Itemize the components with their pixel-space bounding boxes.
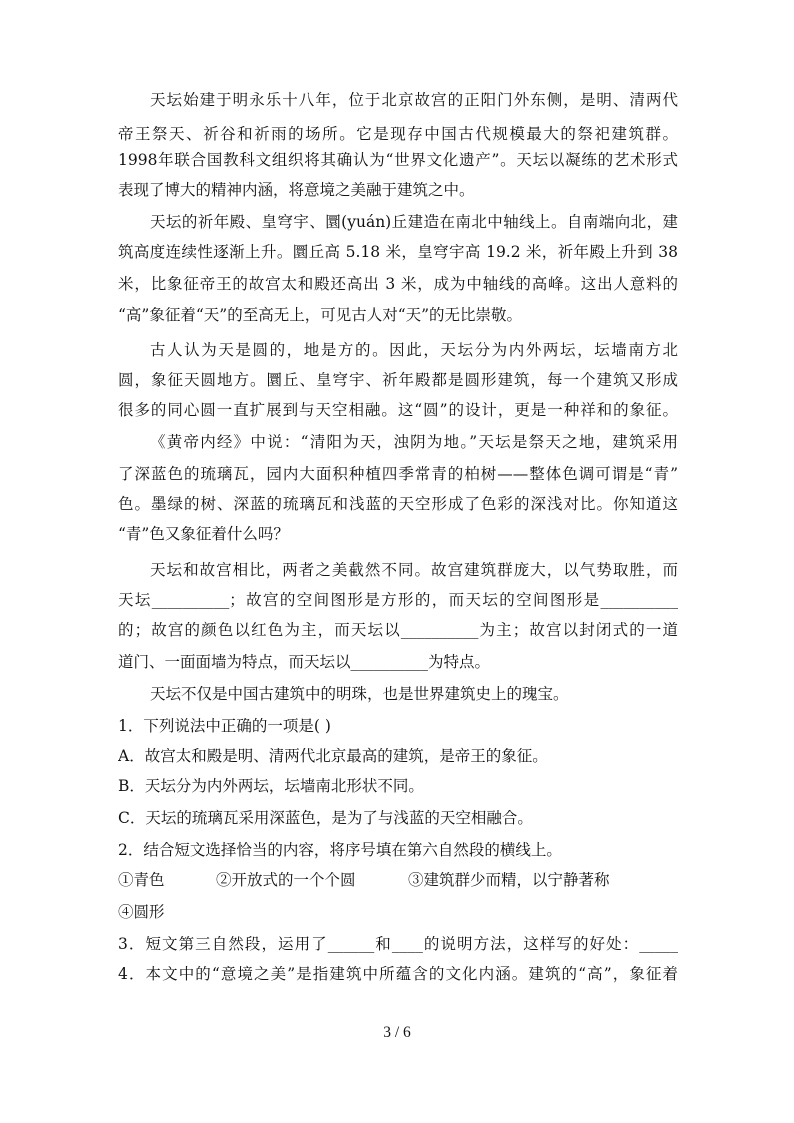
- paragraph-6: 天坛不仅是中国古建筑中的明珠，也是世界建筑史上的瑰宝。: [150, 685, 569, 703]
- paragraph-4-line-1: 《黄帝内经》中说：“清阳为天，浊阴为地。”天坛是祭天之地，建筑采用: [150, 433, 678, 451]
- question-3: 3．短文第三自然段，运用了______和____的说明方法，这样写的好处：_____: [118, 935, 678, 953]
- paragraph-1-line-2: 帝王祭天、祈谷和祈雨的场所。它是现存中国古代规模最大的祭祀建筑群。: [118, 125, 678, 143]
- paragraph-3-line-2: 圆，象征天圆地方。圜丘、皇穹宇、祈年殿都是圆形建筑，每一个建筑又形成: [118, 371, 678, 389]
- paragraph-1-line-1: 天坛始建于明永乐十八年，位于北京故宫的正阳门外东侧，是明、清两代: [150, 91, 678, 109]
- paragraph-2-line-4: “高”象征着“天”的至高无上，可见古人对“天”的无比崇敬。: [118, 306, 523, 324]
- question-4: 4．本文中的“意境之美”是指建筑中所蕴含的文化内涵。建筑的“高”，象征着: [118, 965, 678, 983]
- paragraph-5-line-3: 的；故宫的颜色以红色为主，而天坛以__________为主；故宫以封闭式的一道: [118, 621, 678, 639]
- paragraph-3-line-3: 很多的同心圆一直扩展到与天空相融。这“圆”的设计，更是一种祥和的象征。: [118, 401, 678, 419]
- paragraph-2-line-2: 筑高度连续性逐渐上升。圜丘高 5.18 米，皇穹宇高 19.2 米，祈年殿上升到 38: [118, 243, 678, 261]
- paragraph-4-line-4: “青”色又象征着什么吗？: [118, 525, 289, 543]
- paragraph-5-line-2: 天坛__________；故宫的空间图形是方形的，而天坛的空间图形是__________: [118, 591, 678, 609]
- paragraph-2-line-1: 天坛的祈年殿、皇穹宇、圜(yuán)丘建造在南北中轴线上。自南端向北，建: [150, 213, 678, 231]
- question-2: 2．结合短文选择恰当的内容，将序号填在第六自然段的横线上。: [118, 841, 562, 859]
- question-2-option-2: ②开放式的一个个圆: [216, 871, 356, 889]
- paragraph-5-line-4: 道门、一面面墙为特点，而天坛以__________为特点。: [118, 653, 491, 671]
- paragraph-4-line-2: 了深蓝色的琉璃瓦，园内大面积种植四季常青的柏树——整体色调可谓是“青”: [118, 465, 678, 483]
- question-2-option-1: ①青色: [118, 871, 165, 889]
- question-1-option-c: C．天坛的琉璃瓦采用深蓝色，是为了与浅蓝的天空相融合。: [118, 809, 533, 827]
- question-2-option-4: ④圆形: [118, 903, 165, 921]
- paragraph-1-line-3: 1998年联合国教科文组织将其确认为“世界文化遗产”。天坛以凝练的艺术形式: [118, 151, 678, 169]
- paragraph-3-line-1: 古人认为天是圆的，地是方的。因此，天坛分为内外两坛，坛墙南方北: [150, 341, 678, 359]
- page-number: 3 / 6: [383, 1024, 411, 1041]
- paragraph-2-line-3: 米，比象征帝王的故宫太和殿还高出 3 米，成为中轴线的高峰。这出人意料的: [118, 275, 678, 293]
- question-2-option-3: ③建筑群少而精，以宁静著称: [408, 871, 610, 889]
- question-1: 1．下列说法中正确的一项是( ): [118, 717, 331, 735]
- paragraph-1-line-4: 表现了博大的精神内涵，将意境之美融于建筑之中。: [118, 181, 475, 199]
- question-1-option-a: A．故宫太和殿是明、清两代北京最高的建筑，是帝王的象征。: [118, 747, 548, 765]
- question-1-option-b: B．天坛分为内外两坛，坛墙南北形状不同。: [118, 777, 424, 795]
- paragraph-4-line-3: 色。墨绿的树、深蓝的琉璃瓦和浅蓝的天空形成了色彩的深浅对比。你知道这: [118, 495, 678, 513]
- paragraph-5-line-1: 天坛和故宫相比，两者之美截然不同。故宫建筑群庞大，以气势取胜，而: [150, 561, 678, 579]
